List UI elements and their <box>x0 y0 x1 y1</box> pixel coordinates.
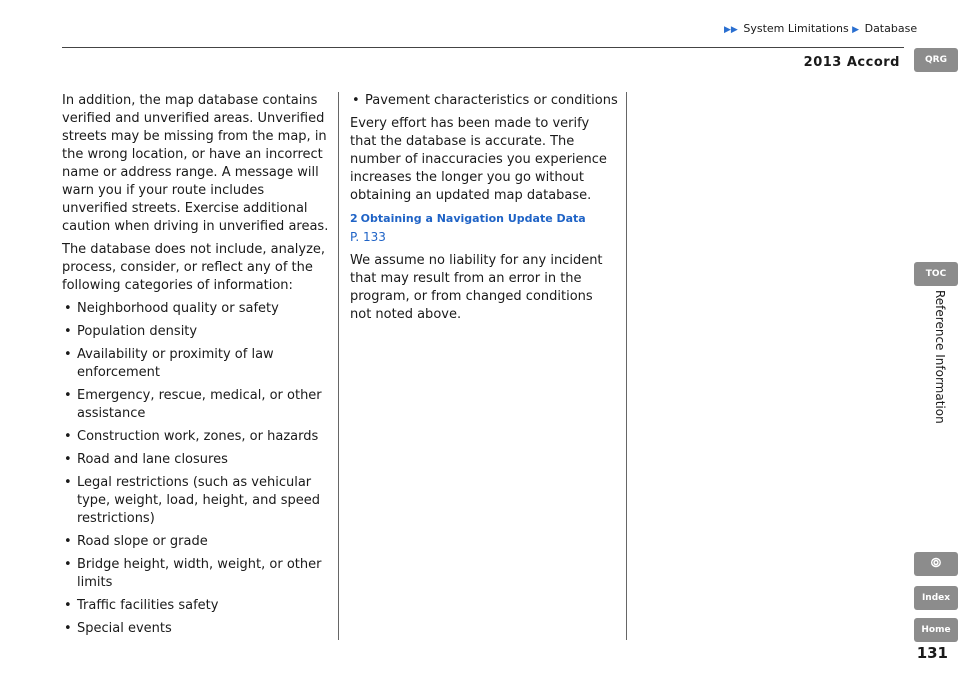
header-divider <box>62 47 904 48</box>
list-item: • Pavement characteristics or conditions <box>352 93 618 108</box>
paragraph-accuracy: Every effort has been made to verify that the database is accurate. The number of inaccuracies you experience increases the longer you go without obtaining an updated map database. <box>350 116 607 203</box>
excluded-categories-continued <box>350 92 618 110</box>
breadcrumb <box>724 22 917 35</box>
breadcrumb-separator-icon: ▶ <box>852 25 860 35</box>
paragraph-database-excludes: The database does not include, analyze, process, consider, or reflect any of the following categories of information: <box>62 242 326 293</box>
column-divider <box>338 92 339 640</box>
breadcrumb-system-limitations[interactable]: System Limitations <box>743 22 849 35</box>
paragraph-liability: We assume no liability for any incident that may result from an error in the program, or from changed conditions not noted above. <box>350 253 603 322</box>
voice-command-tab[interactable] <box>914 552 958 576</box>
voice-icon: ⦾ <box>930 556 942 571</box>
list-item: • Legal restrictions (such as vehicular type, weight, load, height, and speed restrictions) <box>64 475 321 526</box>
list-item: • Bridge height, width, weight, or other limits <box>64 557 322 590</box>
link-page[interactable]: P. 133 <box>350 230 386 244</box>
update-data-link[interactable] <box>350 210 618 246</box>
excluded-categories-list <box>62 300 330 638</box>
qrg-tab[interactable]: QRG <box>914 48 958 72</box>
list-item: • Special events <box>64 621 172 636</box>
cross-reference-icon: 2 <box>350 212 358 225</box>
toc-tab[interactable]: TOC <box>914 262 958 286</box>
breadcrumb-arrow-icon: ▶▶ <box>724 25 738 35</box>
column-divider <box>626 92 627 640</box>
link-title[interactable]: Obtaining a Navigation Update Data <box>360 212 586 225</box>
list-item: • Emergency, rescue, medical, or other assistance <box>64 388 322 421</box>
list-item: • Road and lane closures <box>64 452 228 467</box>
list-item: • Construction work, zones, or hazards <box>64 429 319 444</box>
list-item: • Availability or proximity of law enforcement <box>64 347 274 380</box>
right-column <box>350 92 618 329</box>
list-item: • Road slope or grade <box>64 534 208 549</box>
left-column <box>62 92 330 643</box>
paragraph-unverified-areas: In addition, the map database contains verified and unverified areas. Unverified streets may be missing from the map, in the wrong location, or have an incorrect name or address range. A message will warn you if your route includes unverified streets. Exercise additional caution when driving in unverified areas. <box>62 93 329 234</box>
section-label: Reference Information <box>933 290 947 424</box>
list-item: • Population density <box>64 324 198 339</box>
list-item: • Traffic facilities safety <box>64 598 219 613</box>
model-name: 2013 Accord <box>803 55 900 70</box>
page-number: 131 <box>916 644 948 662</box>
list-item: • Neighborhood quality or safety <box>64 301 279 316</box>
breadcrumb-database: Database <box>864 22 918 35</box>
home-tab[interactable]: Home <box>914 618 958 642</box>
index-tab[interactable]: Index <box>914 586 958 610</box>
